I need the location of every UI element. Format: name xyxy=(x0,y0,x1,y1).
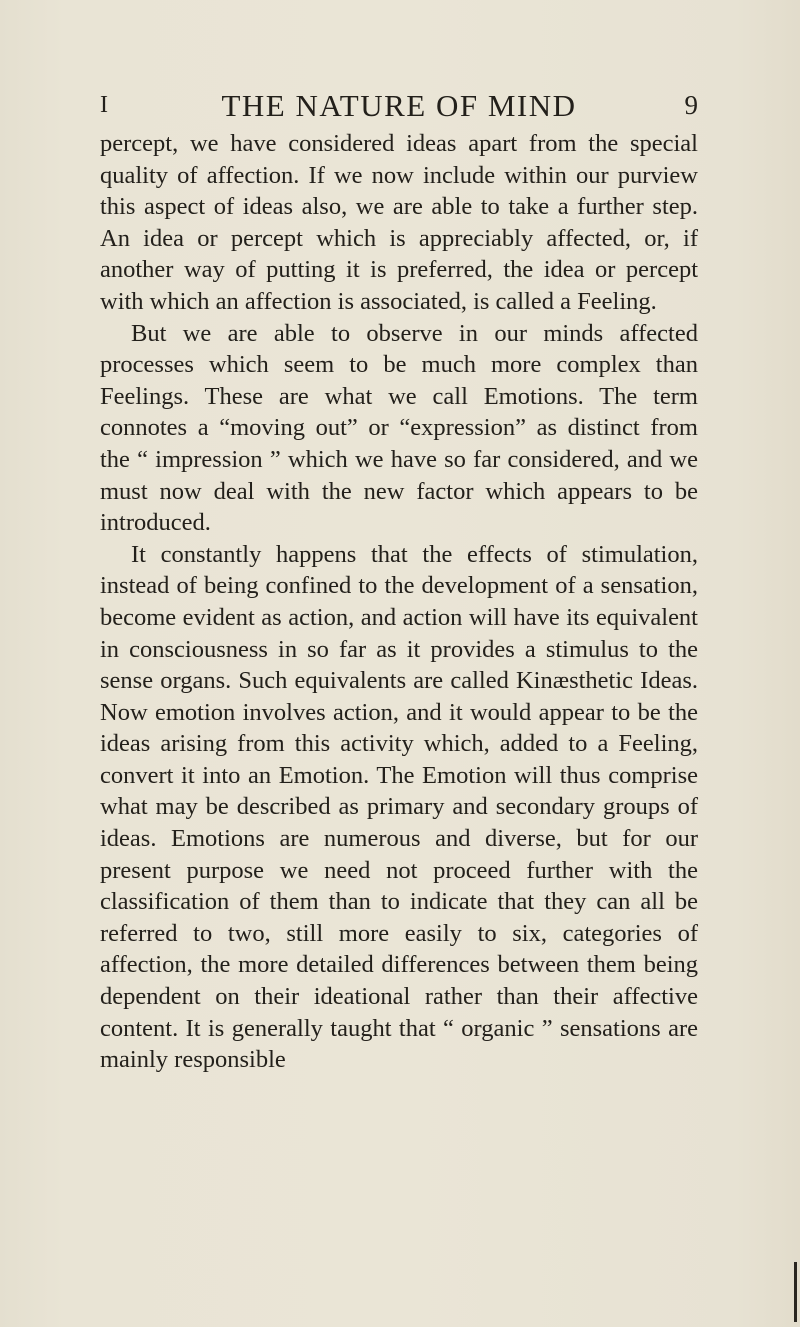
paragraph-stimulation: It constantly happens that the effects of stimulation, instead of being confined to the development of a sensation, become evident as action, and action will have its equivalent in consciousness in so far as it provides a stimulus to the sense organs. Such equivalents are called Kinæsthetic Ideas. Now emotion involves action, and it would appear to be the ideas arising from this activity which, added to a Feeling, convert it into an Emotion. The Emotion will thus comprise what may be described as primary and secondary groups of ideas. Emotions are numerous and diverse, but for our present purpose we need not proceed further with the classification of them than to indicate that they can all be referred to two, still more easily to six, categories of affection, the more detailed differences between them being dependent on their ideational rather than their affective content. It is generally taught that “ organic ” sensations are mainly responsible xyxy=(100,540,698,1074)
chapter-number: I xyxy=(100,92,109,118)
paragraph-continuation: percept, we have considered ideas apart from the special quality of affection. If we now include within our purview this aspect of ideas also, we are able to take a further step. An idea or percept which is appreciably affected, or, if another way of putting it is preferred, the idea or percept with which an affection is associated, is called a Feeling. xyxy=(100,130,698,315)
page-header xyxy=(100,88,698,128)
running-title: THE NATURE OF MIND xyxy=(221,88,577,123)
body-text xyxy=(100,128,698,1076)
paragraph-emotions: But we are able to observe in our minds affected processes which seem to be much more complex than Feelings. These are what we call Emotions. The term connotes a “moving out” or “expression” as distinct from the “ impression ” which we have so far considered, and we must now deal with the new factor which appears to be introduced. xyxy=(100,319,698,537)
page-number: 9 xyxy=(684,90,698,120)
page-edge-mark xyxy=(794,1262,797,1322)
